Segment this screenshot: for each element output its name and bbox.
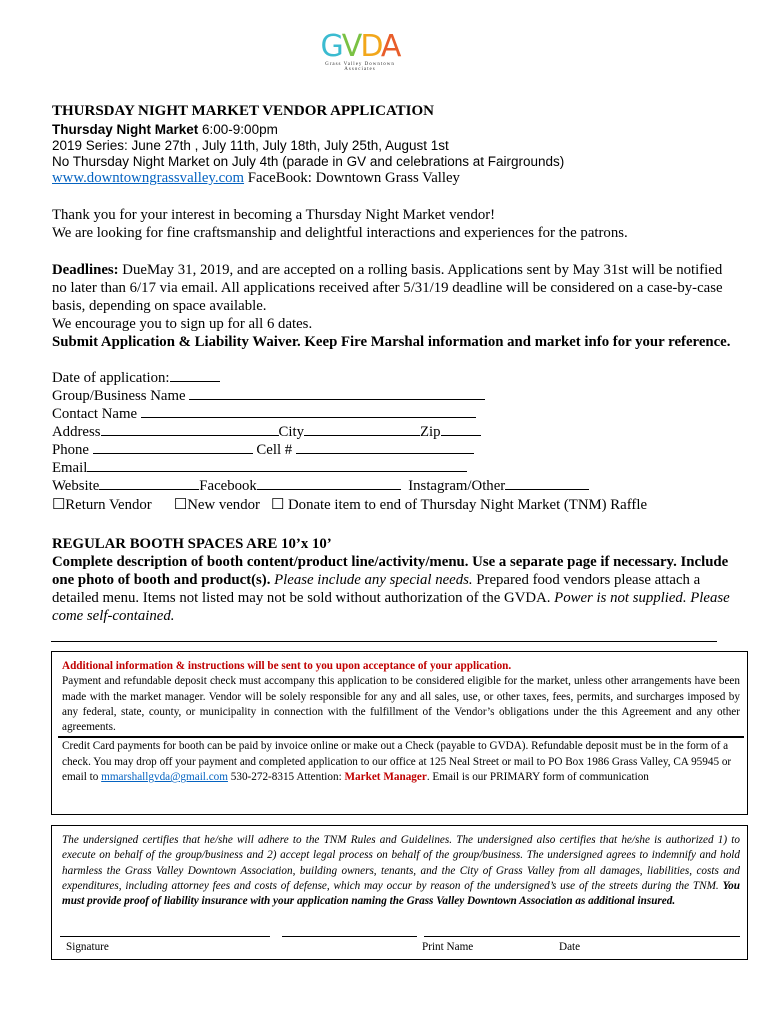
market-time: 6:00-9:00pm — [198, 122, 278, 137]
email-input-line[interactable] — [87, 459, 467, 472]
deadlines-text: DueMay 31, 2019, and are accepted on a rolling basis. Applications sent by May 31st will be notified no later than 6/17 via email. All applications received after 5/31/19 deadline will be considered on a case-by-case basis, depending on space available. — [52, 262, 723, 314]
payment-paragraph: Payment and refundable deposit check must accompany this application to be considered eligible for the market, unless other arrangements have been made with the market manager. Vendor will be solely responsible for any and all sales, use, or other taxes, fees, permits, and surcharges imposed by any federal, state, county, or municipality in connection with the fulfillment of the Vendor’s obligations under the this Agreement and any other agreements. — [62, 675, 740, 734]
cell-input-line[interactable] — [296, 441, 474, 454]
date-field[interactable] — [52, 369, 732, 387]
phone-label: Phone — [52, 442, 89, 458]
instagram-label: Instagram/Other — [408, 478, 506, 494]
certify-text: The undersigned certifies that he/she will adhere to the TNM Rules and Guidelines. The undersigned also certifies that he/she is authorized 1) to execute on behalf of the group/business and 2) accept legal process on behalf of the group/business. The undersigned agrees to indemnify and hold harmless the Grass Valley Downtown Association, building owners, tenants, and the City of Grass Valley from all damages, liabilities, costs and expenditures, including attorney fees and costs of defense, which may occur by reason of the undersigned’s use of the streets during the TNM. — [62, 834, 740, 892]
address-field[interactable] — [52, 423, 732, 441]
website-input-line[interactable] — [99, 477, 199, 490]
page-title: THURSDAY NIGHT MARKET VENDOR APPLICATION — [52, 103, 435, 119]
payment-info-box — [51, 651, 748, 815]
booth-description — [52, 553, 732, 625]
insurance-requirement: You must provide proof of liability insurance with your application naming the Grass Valley Downtown Association as additional insured. — [62, 879, 740, 908]
booth-desc-bold: Complete description of booth content/product line/activity/menu. Use a separate page if necessary. Include one photo of booth and product(s). — [52, 554, 729, 588]
phone-input-line[interactable] — [93, 441, 253, 454]
zip-label: Zip — [420, 424, 441, 440]
gvda-logo — [310, 30, 410, 72]
date-label: Date of application: — [52, 370, 170, 386]
email-label: Email — [52, 460, 88, 476]
website-label: Website — [52, 478, 100, 494]
facebook-label: Facebook — [199, 478, 257, 494]
group-input-line[interactable] — [189, 387, 485, 400]
address-input-line[interactable] — [101, 423, 279, 436]
return-vendor-checkbox[interactable]: ☐Return Vendor — [52, 497, 152, 513]
social-fields[interactable] — [52, 477, 732, 495]
acceptance-notice: Additional information & instructions will be sent to you upon acceptance of your application. — [62, 660, 512, 672]
logo-letter-v: V — [341, 29, 361, 64]
divider — [51, 641, 717, 642]
submit-line: Submit Application & Liability Waiver. Keep Fire Marshal information and market info for your reference. — [52, 334, 731, 350]
address-label: Address — [52, 424, 101, 440]
deadlines-label: Deadlines: — [52, 262, 119, 278]
deadlines-paragraph — [52, 261, 732, 315]
thanks-1: Thank you for your interest in becoming a Thursday Night Market vendor! — [52, 207, 496, 223]
facebook-text: FaceBook: Downtown Grass Valley — [244, 170, 460, 186]
logo-tagline: Grass Valley Downtown Associates — [325, 62, 395, 72]
new-vendor-label: New vendor — [187, 497, 260, 513]
certification-text — [62, 833, 740, 909]
logo-mark — [310, 30, 410, 64]
booth-desc-italic-2: Power is not supplied. Please come self-contained. — [52, 590, 730, 624]
vendor-checkboxes — [52, 496, 732, 514]
donate-label: Donate item to end of Thursday Night Market (TNM) Raffle — [288, 497, 648, 513]
phone-attention-text: 530-272-8315 Attention: — [227, 771, 345, 784]
encourage-line: We encourage you to sign up for all 6 dates. — [52, 316, 313, 332]
donate-checkbox[interactable]: ☐ Donate item to end of Thursday Night Market (TNM) Raffle — [271, 497, 648, 513]
city-input-line[interactable] — [304, 423, 420, 436]
date-input-line[interactable] — [170, 369, 220, 382]
credit-card-text: Credit Card payments for booth can be paid by invoice online or make out a Check (payable to GVDA). Refundable deposit must be in the form of a check. You may drop off your payment and completed application to our office at 125 Neal Street or mail to PO Box 1986 Grass Valley, CA 95945 or email to — [62, 740, 732, 784]
signature-line[interactable] — [60, 936, 270, 937]
facebook-input-line[interactable] — [257, 477, 401, 490]
market-time-line — [52, 122, 278, 137]
website-link[interactable]: www.downtowngrassvalley.com — [52, 170, 245, 186]
contact-input-line[interactable] — [141, 405, 476, 418]
booth-heading: REGULAR BOOTH SPACES ARE 10’x 10’ — [52, 536, 332, 552]
logo-letter-g: G — [320, 29, 342, 64]
print-name-line[interactable] — [282, 936, 417, 937]
phone-field[interactable] — [52, 441, 732, 459]
email-primary-text: . Email is our PRIMARY form of communication — [426, 771, 649, 784]
certification-box — [51, 825, 748, 960]
credit-card-paragraph — [62, 738, 740, 785]
contact-field[interactable] — [52, 405, 732, 423]
group-field[interactable] — [52, 387, 732, 405]
return-vendor-label: Return Vendor — [65, 497, 152, 513]
no-market-line: No Thursday Night Market on July 4th (parade in GV and celebrations at Fairgrounds) — [52, 154, 565, 169]
contact-label: Contact Name — [52, 406, 138, 422]
date-line[interactable] — [424, 936, 740, 937]
instagram-input-line[interactable] — [505, 477, 589, 490]
payment-info-content — [62, 659, 740, 785]
city-label: City — [278, 424, 304, 440]
booth-desc-italic: Please include any special needs. — [270, 572, 473, 588]
date-label-sign: Date — [559, 941, 581, 953]
booth-desc-rest: Prepared food vendors please attach a detailed menu. Items not listed may not be sold without authorization of the GVDA. — [52, 572, 701, 606]
print-name-label: Print Name — [422, 941, 474, 953]
series-line: 2019 Series: June 27th , July 11th, July 18th, July 25th, August 1st — [52, 138, 449, 153]
market-manager-text: Market Manager — [344, 771, 427, 784]
manager-email-link[interactable]: mmarshallgvda@gmail.com — [101, 771, 228, 784]
group-label: Group/Business Name — [52, 388, 186, 404]
logo-letter-d: D — [360, 29, 381, 64]
market-label: Thursday Night Market — [52, 122, 199, 137]
new-vendor-checkbox[interactable]: ☐New vendor — [173, 497, 260, 513]
email-field[interactable] — [52, 459, 732, 477]
thanks-2: We are looking for fine craftsmanship and delightful interactions and experiences for the patrons. — [52, 225, 628, 241]
links-line — [52, 170, 460, 187]
logo-letter-a: A — [380, 29, 400, 64]
cell-label: Cell # — [256, 442, 293, 458]
zip-input-line[interactable] — [441, 423, 481, 436]
signature-label: Signature — [66, 941, 109, 953]
